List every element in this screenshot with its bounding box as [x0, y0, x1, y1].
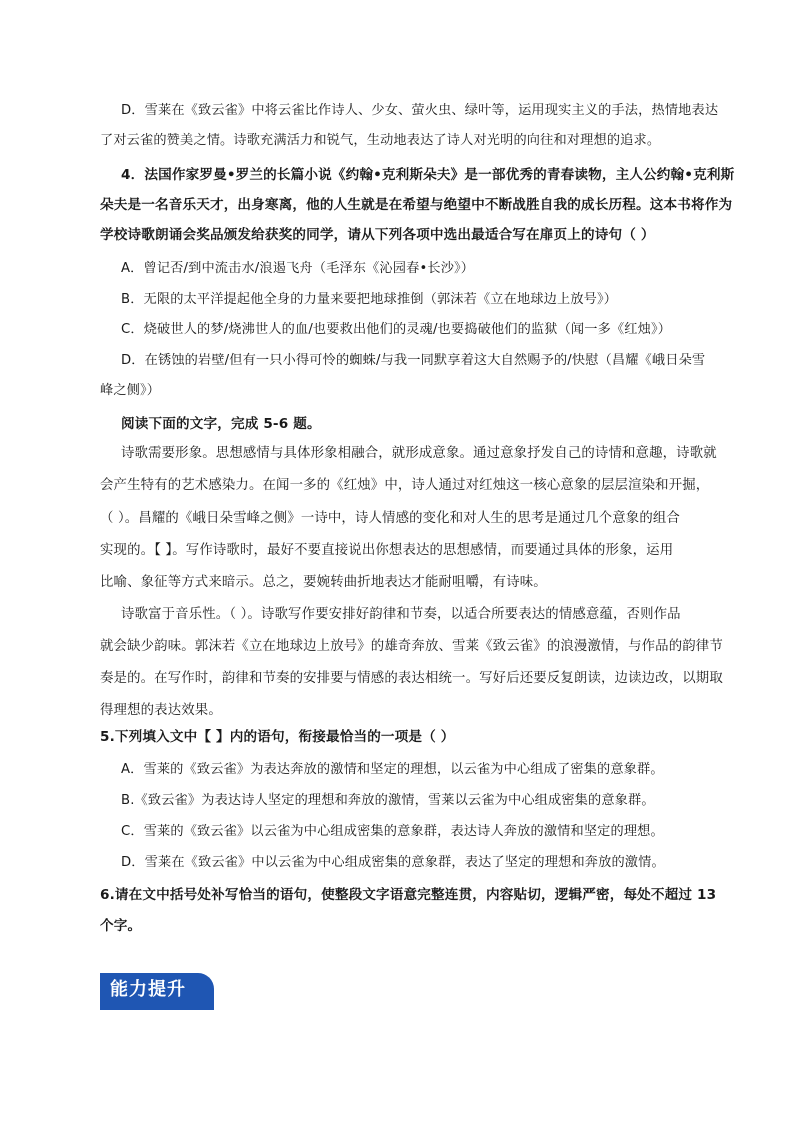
- section-banner-title: 能力提升: [110, 979, 186, 1000]
- q4-option-a: A．曾记否/到中流击水/浪遏飞舟（毛泽东《沁园春•长沙》）: [121, 261, 475, 276]
- q3-option-d-line2: 了对云雀的赞美之情。诗歌充满活力和锐气，生动地表达了诗人对光明的向往和对理想的追求。: [100, 133, 661, 148]
- q4-option-d-line1: D．在锈蚀的岩壁/但有一只小得可怜的蜘蛛/与我一同默享着这大自然赐予的/快慰（昌耀《峨日朵雪: [121, 353, 706, 368]
- q4-option-d-line2: 峰之侧》）: [100, 383, 161, 398]
- passage-p2-line2: 就会缺少韵味。郭沫若《立在地球边上放号》的雄奇奔放、雪莱《致云雀》的浪漫激情，与作品的韵律节: [100, 639, 723, 654]
- passage-p1-line1: 诗歌需要形象。思想感情与具体形象相融合，就形成意象。通过意象抒发自己的诗情和意趣，诗歌就: [121, 446, 717, 461]
- q5-option-b: B.《致云雀》为表达诗人坚定的理想和奔放的激情，雪莱以云雀为中心组成密集的意象群。: [121, 793, 655, 808]
- passage-p1-line4: 实现的。【 】。写作诗歌时，最好不要直接说出你想表达的思想感情，而要通过具体的形象，运用: [100, 543, 674, 558]
- passage-p1-line5: 比喻、象征等方式来暗示。总之，要婉转曲折地表达才能耐咀嚼，有诗味。: [100, 575, 547, 590]
- q4-stem-line3: 学校诗歌朗诵会奖品颁发给获奖的同学，请从下列各项中选出最适合写在扉页上的诗句（ ）: [100, 227, 655, 243]
- q6-line1: 6.请在文中括号处补写恰当的语句，使整段文字语意完整连贯，内容贴切，逻辑严密，每处不超过 13: [100, 887, 717, 903]
- section-banner-underline: [100, 1008, 214, 1010]
- q5-option-d: D．雪莱在《致云雀》中以云雀为中心组成密集的意象群，表达了坚定的理想和奔放的激情。: [121, 855, 665, 870]
- q4-stem-line2: 朵夫是一名音乐天才，出身寒离，他的人生就是在希望与绝望中不断战胜自我的成长历程。这本书将作为: [100, 197, 733, 213]
- section-banner: [100, 973, 214, 1008]
- q5-stem: 5.下列填入文中【 】内的语句，衔接最恰当的一项是（ ）: [100, 729, 455, 745]
- q4-option-c: C．烧破世人的梦/烧沸世人的血/也要救出他们的灵魂/也要捣破他们的监狱（闻一多《红烛》）: [121, 322, 672, 337]
- passage-p2-line1: 诗歌富于音乐性。（ ）。诗歌写作要安排好韵律和节奏，以适合所要表达的情感意蕴，否则作品: [121, 607, 681, 622]
- passage-p1-line2: 会产生特有的艺术感染力。在闻一多的《红烛》中，诗人通过对红烛这一核心意象的层层渲染和开掘，: [100, 478, 710, 493]
- q4-option-b: B．无限的太平洋提起他全身的力量来要把地球推倒（郭沫若《立在地球边上放号》）: [121, 292, 618, 307]
- reading-intro: 阅读下面的文字，完成 5-6 题。: [121, 416, 321, 432]
- q6-line2: 个字。: [100, 918, 142, 934]
- q3-option-d-line1: D．雪莱在《致云雀》中将云雀比作诗人、少女、萤火虫、绿叶等，运用现实主义的手法，热情地表达: [121, 103, 719, 118]
- q5-option-c: C．雪莱的《致云雀》以云雀为中心组成密集的意象群，表达诗人奔放的激情和坚定的理想。: [121, 824, 664, 839]
- q5-option-a: A．雪莱的《致云雀》为表达奔放的激情和坚定的理想，以云雀为中心组成了密集的意象群。: [121, 762, 664, 777]
- passage-p2-line3: 奏是的。在写作时，韵律和节奏的安排要与情感的表达相统一。写好后还要反复朗读，边读边改，以期取: [100, 671, 723, 686]
- passage-p2-line4: 得理想的表达效果。: [100, 703, 222, 718]
- passage-p1-line3: （ ）。昌耀的《峨日朵雪峰之侧》一诗中，诗人情感的变化和对人生的思考是通过几个意象的组合: [100, 511, 680, 526]
- q4-stem-line1: 4．法国作家罗曼•罗兰的长篇小说《约翰•克利斯朵夫》是一部优秀的青春读物，主人公约翰•克利斯: [121, 167, 735, 183]
